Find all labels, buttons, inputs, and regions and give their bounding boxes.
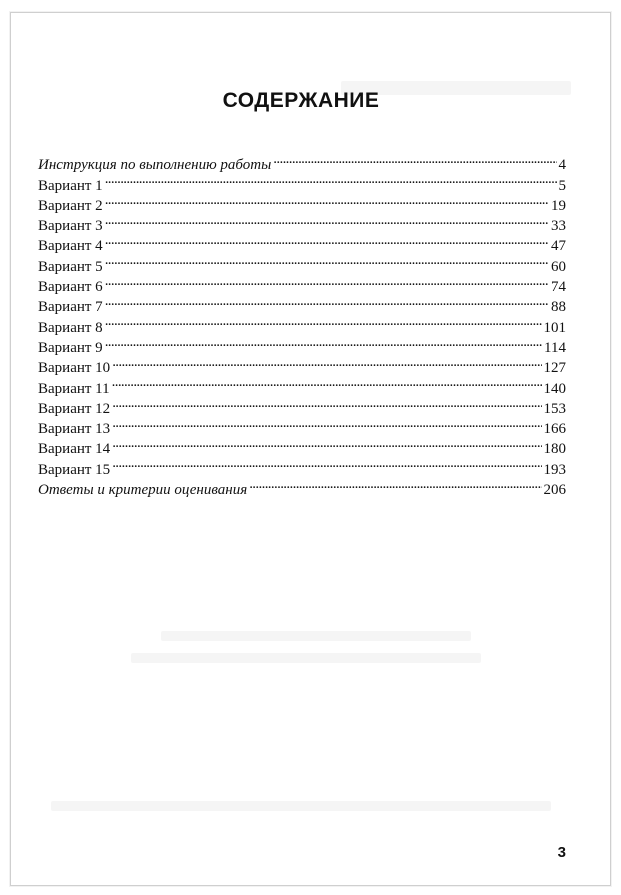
toc-entry-variant-9[interactable] xyxy=(38,332,566,356)
toc-entry-page: 19 xyxy=(551,197,566,214)
dot-leader xyxy=(105,169,557,189)
toc-entry-label: Вариант 6 xyxy=(38,279,103,296)
table-of-contents xyxy=(38,149,566,499)
page-number: 3 xyxy=(557,844,566,861)
toc-entry-variant-10[interactable] xyxy=(38,352,566,377)
dot-leader xyxy=(273,149,556,169)
toc-entry-page: 206 xyxy=(543,482,566,499)
toc-entry-variant-8[interactable] xyxy=(38,311,566,336)
page-title: СОДЕРЖАНИЕ xyxy=(222,89,380,112)
toc-entry-page: 193 xyxy=(543,461,566,478)
dot-leader xyxy=(105,230,549,250)
dot-leader xyxy=(112,372,542,392)
toc-entry-page: 88 xyxy=(551,299,566,316)
toc-entry-label: Вариант 7 xyxy=(38,299,103,316)
toc-entry-answers[interactable] xyxy=(38,474,566,499)
toc-entry-variant-1[interactable] xyxy=(38,169,566,194)
dot-leader xyxy=(112,453,541,473)
toc-entry-variant-6[interactable] xyxy=(38,271,566,296)
toc-entry-page: 74 xyxy=(551,279,566,296)
toc-entry-page: 101 xyxy=(543,319,566,336)
dot-leader xyxy=(112,393,541,413)
toc-entry-label: Вариант 9 xyxy=(38,339,103,356)
toc-entry-label: Вариант 4 xyxy=(38,238,103,255)
toc-entry-label: Ответы и критерии оценивания xyxy=(38,482,248,499)
toc-entry-page: 114 xyxy=(544,339,566,356)
toc-entry-variant-13[interactable] xyxy=(38,413,566,438)
dot-leader xyxy=(105,291,549,311)
toc-entry-page: 60 xyxy=(551,258,566,275)
toc-entry-label: Вариант 10 xyxy=(38,360,111,377)
dot-leader xyxy=(105,250,549,270)
dot-leader xyxy=(105,332,542,352)
dot-leader xyxy=(112,413,541,433)
toc-entry-label: Вариант 13 xyxy=(38,421,111,438)
toc-entry-page: 5 xyxy=(558,177,566,194)
toc-entry-label: Вариант 5 xyxy=(38,258,103,275)
toc-entry-label: Вариант 11 xyxy=(38,380,110,397)
toc-entry-page: 47 xyxy=(551,238,566,255)
toc-entry-label: Вариант 1 xyxy=(38,177,103,194)
toc-entry-label: Вариант 15 xyxy=(38,461,111,478)
toc-entry-variant-15[interactable] xyxy=(38,453,566,478)
toc-entry-variant-14[interactable] xyxy=(38,433,566,458)
toc-entry-page: 127 xyxy=(543,360,566,377)
toc-entry-label: Вариант 12 xyxy=(38,400,111,417)
toc-entry-label: Вариант 14 xyxy=(38,441,111,458)
dot-leader xyxy=(112,433,541,453)
document-page xyxy=(10,12,611,886)
dot-leader xyxy=(105,311,542,331)
dot-leader xyxy=(249,474,541,494)
toc-entry-variant-2[interactable] xyxy=(38,190,566,214)
toc-entry-page: 180 xyxy=(543,441,566,458)
toc-entry-label: Вариант 2 xyxy=(38,197,103,214)
toc-entry-variant-3[interactable] xyxy=(38,210,566,235)
dot-leader xyxy=(105,190,549,210)
toc-entry-label: Инструкция по выполнению работы xyxy=(38,157,272,174)
toc-entry-variant-5[interactable] xyxy=(38,250,566,275)
show-through-text xyxy=(131,653,481,663)
toc-entry-variant-11[interactable] xyxy=(38,372,566,397)
toc-entry-page: 166 xyxy=(543,421,566,438)
toc-entry-page: 33 xyxy=(551,218,566,235)
toc-entry-variant-4[interactable] xyxy=(38,230,566,255)
toc-entry-instruction[interactable] xyxy=(38,149,566,174)
toc-entry-label: Вариант 8 xyxy=(38,319,103,336)
toc-entry-variant-7[interactable] xyxy=(38,291,566,316)
toc-entry-page: 4 xyxy=(558,157,566,174)
dot-leader xyxy=(112,352,541,372)
dot-leader xyxy=(105,210,549,230)
toc-entry-page: 140 xyxy=(543,380,566,397)
dot-leader xyxy=(105,271,549,291)
show-through-text xyxy=(51,801,551,811)
show-through-text xyxy=(161,631,471,641)
toc-entry-label: Вариант 3 xyxy=(38,218,103,235)
toc-entry-variant-12[interactable] xyxy=(38,393,566,417)
toc-entry-page: 153 xyxy=(543,400,566,417)
